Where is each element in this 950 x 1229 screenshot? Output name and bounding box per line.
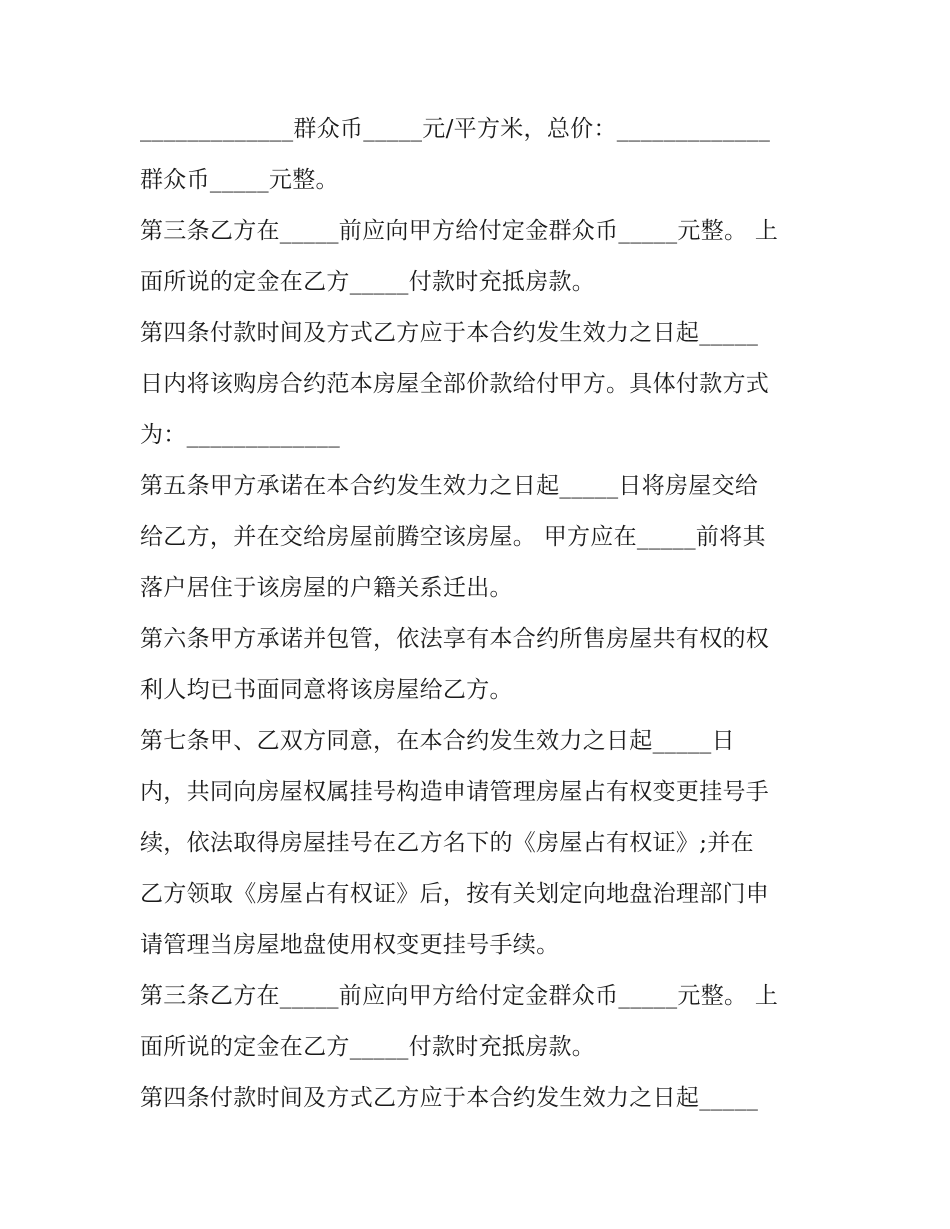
text-line: 第六条甲方承诺并包管，依法享有本合约所售房屋共有权的权 — [140, 626, 770, 652]
text-line: 第五条甲方承诺在本合约发生效力之日起_____日将房屋交给 — [140, 473, 759, 499]
text-line: 面所说的定金在乙方_____付款时充抵房款。 — [140, 1034, 596, 1060]
text-line: 续，依法取得房屋挂号在乙方名下的《房屋占有权证》;并在 — [140, 830, 754, 856]
text-line: 利人均已书面同意将该房屋给乙方。 — [140, 677, 513, 703]
text-line: 第四条付款时间及方式乙方应于本合约发生效力之日起_____ — [140, 1085, 759, 1111]
text-line: 请管理当房屋地盘使用权变更挂号手续。 — [140, 932, 560, 958]
text-line: 日内将该购房合约范本房屋全部价款给付甲方。具体付款方式 — [140, 371, 770, 397]
text-line: 第三条乙方在_____前应向甲方给付定金群众币_____元整。 上 — [140, 983, 779, 1009]
text-line: 乙方领取《房屋占有权证》后，按有关划定向地盘治理部门申 — [140, 881, 770, 907]
text-line: 给乙方，并在交给房屋前腾空该房屋。 甲方应在_____前将其 — [140, 524, 766, 550]
contract-text — [140, 104, 820, 1124]
text-line: 第七条甲、乙双方同意，在本合约发生效力之日起_____日 — [140, 728, 735, 754]
text-line: _____________群众币_____元/平方米，总价：_____________ — [140, 116, 771, 142]
text-line: 第三条乙方在_____前应向甲方给付定金群众币_____元整。 上 — [140, 218, 779, 244]
text-line: 为：_____________ — [140, 422, 340, 448]
text-line: 第四条付款时间及方式乙方应于本合约发生效力之日起_____ — [140, 320, 759, 346]
text-line: 群众币_____元整。 — [140, 167, 339, 193]
text-line: 面所说的定金在乙方_____付款时充抵房款。 — [140, 269, 596, 295]
text-line: 内，共同向房屋权属挂号构造申请管理房屋占有权变更挂号手 — [140, 779, 770, 805]
text-line: 落户居住于该房屋的户籍关系迁出。 — [140, 575, 513, 601]
